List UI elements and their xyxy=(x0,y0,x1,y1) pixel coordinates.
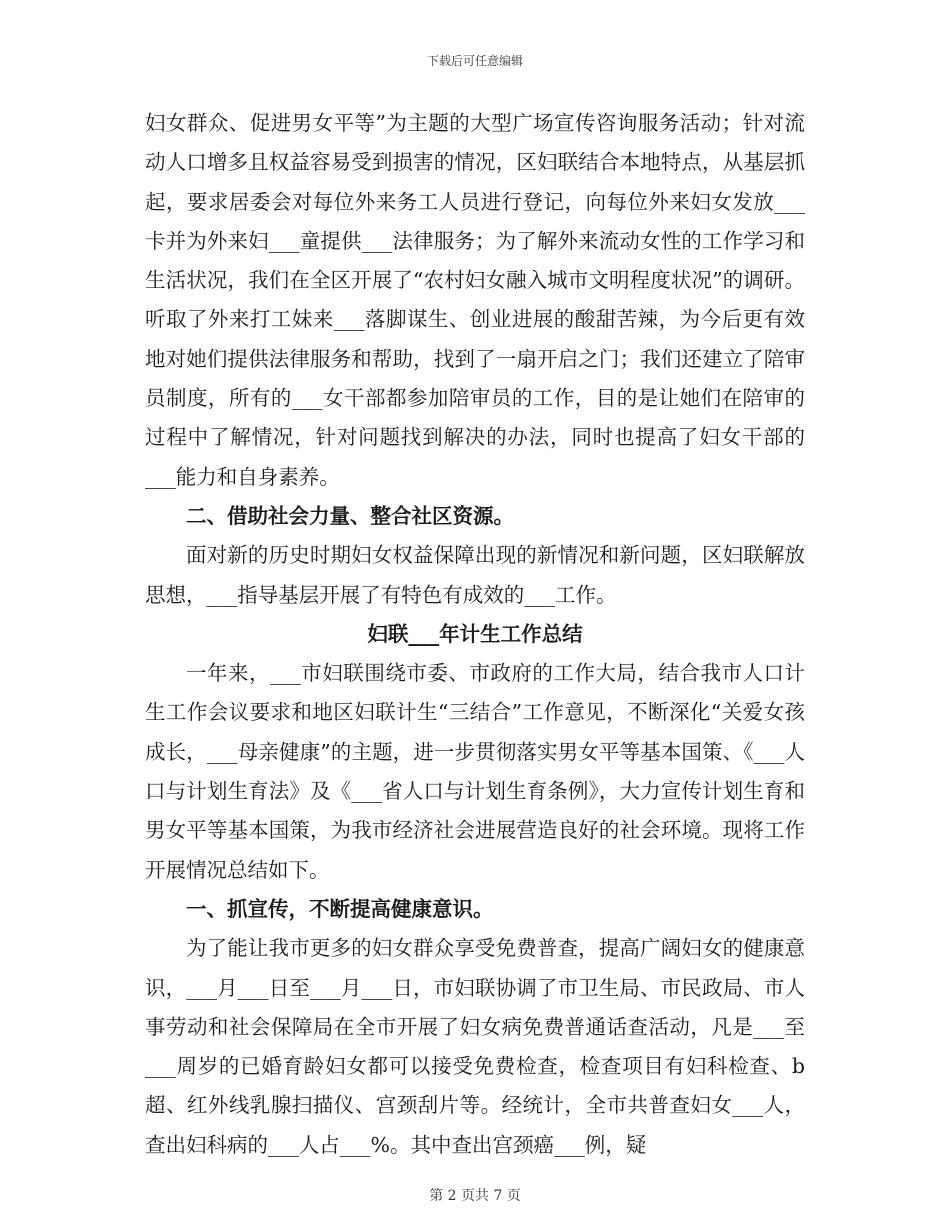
section-heading-1: 一、抓宣传，不断提高健康意识。 xyxy=(186,896,494,921)
paragraph: 面对新的历史时期妇女权益保障出现的新情况和新问题，区妇联解放思想，___指导基层开展了有特色有成效的___工作。 xyxy=(145,543,805,607)
paragraph: 一年来，___市妇联围绕市委、市政府的工作大局，结合我市人口计生工作会议要求和地区妇联计生“三结合”工作意见，不断深化“关爱女孩成长，___母亲健康”的主题，进一步贯彻落实男女平等基本国策、《___人口与计划生育法》及《___省人口与计划生育条例》，大力宣传计划生育和男女平等基本国策，为我市经济社会进展营造良好的社会环境。现将工作开展情况总结如下。 xyxy=(145,661,805,882)
document-body xyxy=(145,104,805,1165)
section-heading-2: 二、借助社会力量、整合社区资源。 xyxy=(186,503,514,528)
paragraph: 为了能让我市更多的妇女群众享受免费普查，提高广阔妇女的健康意识，___月___日至___月___日，市妇联协调了市卫生局、市民政局、市人事劳动和社会保障局在全市开展了妇女病免费普通话查活动，凡是___至___周岁的已婚育龄妇女都可以接受免费检查，检查项目有妇科检查、b超、红外线乳腺扫描仪、宫颈刮片等。经统计，全市共普查妇女___人，查出妇科病的___人占___%。其中查出宫颈癌___例，疑 xyxy=(145,936,805,1157)
page-header: 下载后可任意编辑 xyxy=(426,54,523,68)
article-title: 妇联___年计生工作总结 xyxy=(367,621,583,646)
paragraph-continued: 妇女群众、促进男女平等”为主题的大型广场宣传咨询服务活动；针对流动人口增多且权益容易受到损害的情况，区妇联结合本地特点，从基层抓起，要求居委会对每位外来务工人员进行登记，向每位外来妇女发放___卡并为外来妇___童提供___法律服务；为了解外来流动女性的工作学习和生活状况，我们在全区开展了“农村妇女融入城市文明程度状况”的调研。听取了外来打工妹来___落脚谋生、创业进展的酸甜苦辣，为今后更有效地对她们提供法律服务和帮助，找到了一扇开启之门；我们还建立了陪审员制度，所有的___女干部都参加陪审员的工作，目的是让她们在陪审的过程中了解情况，针对问题找到解决的办法，同时也提高了妇女干部的___能力和自身素养。 xyxy=(145,111,805,489)
page-footer: 第 2 页共 7 页 xyxy=(429,1188,521,1204)
